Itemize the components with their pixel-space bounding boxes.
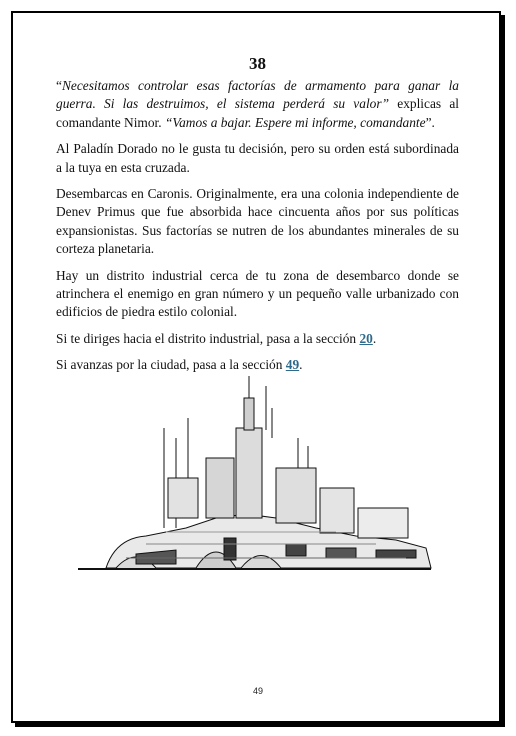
section-link-49[interactable]: 49 bbox=[285, 357, 300, 373]
quote-italic-b: “Vamos a bajar. Espere mi informe, comandante bbox=[164, 114, 426, 130]
section-number: 38 bbox=[249, 54, 266, 73]
choice-2-text: Si avanzas por la ciudad, pasa a la sección bbox=[56, 357, 286, 373]
choice-1-end: . bbox=[372, 330, 377, 346]
quote-italic-a: Necesitamos controlar esas factorías de armamento para ganar la guerra. Si las destruimos, el sistema perderá su valor” bbox=[56, 78, 459, 112]
paragraph-3: Desembarcas en Caronis. Originalmente, era una colonia independiente de Denev Primus que fue absorbida hace cincuenta años por sus políticas expansionistas. Sus factorías se nutren de los abundantes minerales de su corteza planetaria. bbox=[56, 186, 459, 257]
city-sketch-illustration bbox=[76, 368, 438, 618]
page-content bbox=[56, 53, 459, 383]
choice-1-text: Si te diriges hacia el distrito industrial, pasa a la sección bbox=[56, 330, 360, 346]
paragraph-2: Al Paladín Dorado no le gusta tu decisión, pero su orden está subordinada a la tuya en esta cruzada. bbox=[56, 141, 459, 175]
choice-industrial-district bbox=[56, 330, 459, 348]
page-number: 49 bbox=[252, 686, 263, 696]
paragraph-1-text-b: ”. bbox=[425, 114, 435, 130]
paragraph-1 bbox=[56, 77, 459, 132]
paragraph-4: Hay un distrito industrial cerca de tu zona de desembarco donde se atrinchera el enemigo en gran número y un pequeño valle urbanizado con edificios de piedra estilo colonial. bbox=[56, 267, 459, 320]
choice-2-end: . bbox=[299, 357, 303, 373]
section-link-20[interactable]: 20 bbox=[359, 330, 373, 346]
open-quote: “ bbox=[56, 78, 62, 93]
paragraph-1-text-a: explicas al comandante Nimor. bbox=[56, 96, 459, 130]
